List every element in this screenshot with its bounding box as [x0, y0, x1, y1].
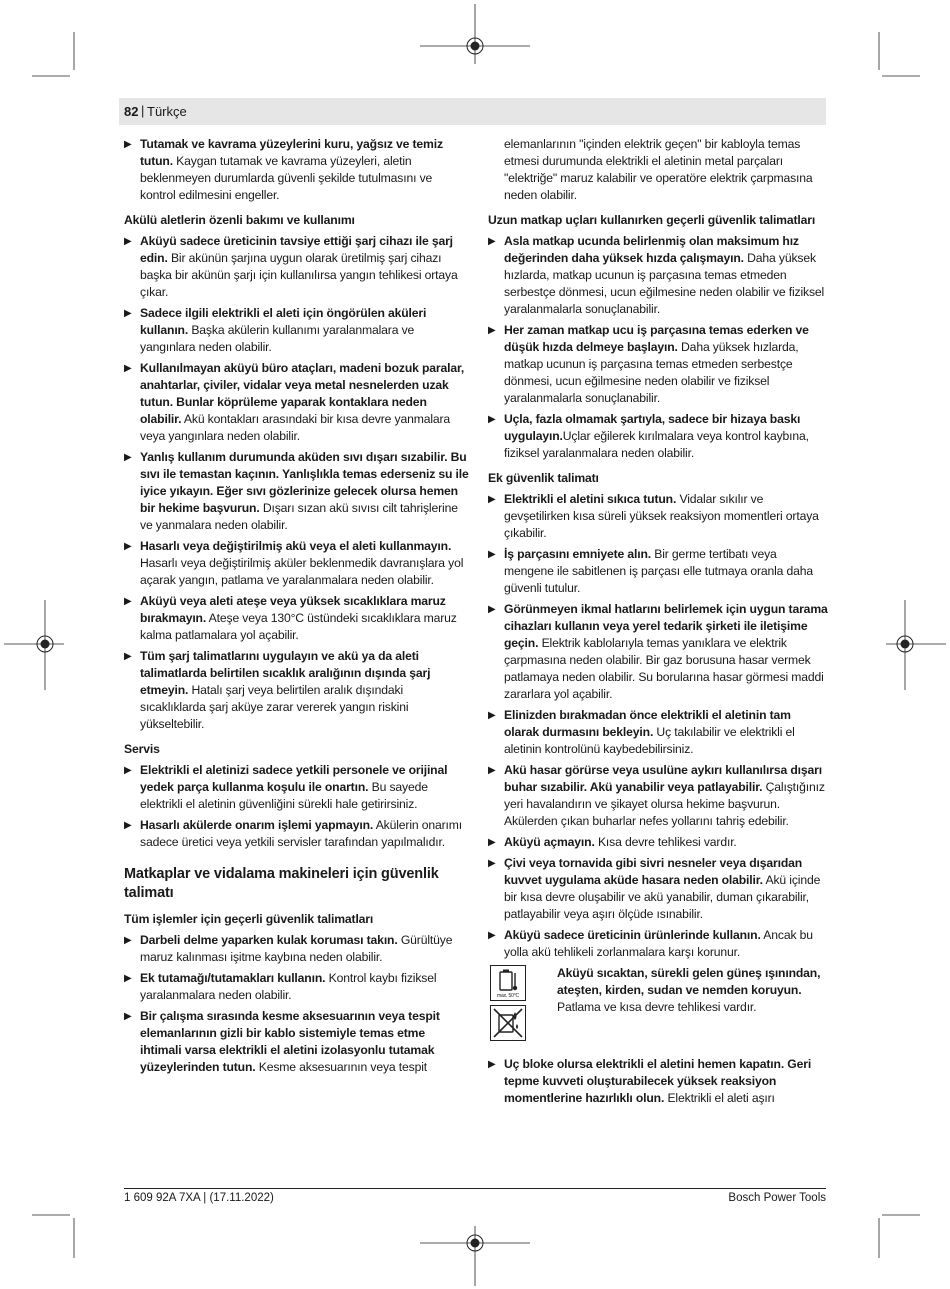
header-band: [119, 98, 826, 125]
list-item: ▶ Uç bloke olursa elektrikli el aletini hemen kapatın. Geri tepme kuvveti oluşturabilecek yüksek reaksiyon momentlerine hazırlıklı olun. Elektrikli el aleti aşırı: [488, 1057, 812, 1105]
header-separator: |: [141, 103, 145, 118]
bullet-arrow-icon: ▶: [488, 414, 496, 425]
list-item: ▶ Yanlış kullanım durumunda aküden sıvı dışarı sızabilir. Bu sıvı ile temastan kaçının. Yanlışlıkla temas ederseniz su ile iyice yıkayın. Eğer sıvı gözlerinize gelecek olursa hemen bir hekime başvurun. Dışarı sızan akü sıvısı cilt tahrişlerine ve yanmalara neden olabilir.: [124, 450, 469, 532]
list-item: ▶ Çivi veya tornavida gibi sivri nesneler veya dışarıdan kuvvet uygulama aküde hasara neden olabilir. Akü içinde bir kısa devre oluşabilir ve akü yanabilir, duman çıkarabilir, patlayabilir veya aşırı ölçüde ısınabilir.: [488, 856, 821, 921]
bullet-arrow-icon: ▶: [124, 820, 132, 831]
subheading: Tüm işlemler için geçerli güvenlik talimatları: [124, 912, 374, 926]
list-item: ▶ Bir çalışma sırasında kesme aksesuarının veya tespit elemanlarının gizli bir kablo sistemiyle temas etme ihtimali varsa elektrikli el aletini izolasyonlu tutamak yüzeylerinden tutun. Kesme aksesuarının veya tespit: [124, 1009, 440, 1074]
bullet-arrow-icon: ▶: [488, 765, 496, 776]
bullet-arrow-icon: ▶: [124, 452, 132, 463]
bullet-arrow-icon: ▶: [488, 494, 496, 505]
list-item-continued: elemanlarının "içinden elektrik geçen" bir kabloyla temas etmesi durumunda elektrikli el aletinin metal parçaları "elektriğe" maruz kalabilir ve operatöre elektrik çarpmasına neden olabilir.: [504, 137, 813, 202]
subheading: Akülü aletlerin özenli bakımı ve kullanımı: [124, 213, 355, 227]
bullet-arrow-icon: ▶: [124, 973, 132, 984]
list-item: ▶ Uçla, fazla olmamak şartıyla, sadece bir hizaya baskı uygulayın.Uçlar eğilerek kırılmalara veya kontrol kaybına, fiziksel yaralanmalara neden olabilir.: [488, 412, 809, 460]
subheading: Servis: [124, 742, 160, 756]
list-item: ▶ Darbeli delme yaparken kulak koruması takın. Gürültüye maruz kalınması işitme kaybına neden olabilir.: [124, 933, 453, 964]
footer-rule: [124, 1188, 826, 1189]
list-item: ▶ Aküyü sadece üreticinin tavsiye ettiği şarj cihazı ile şarj edin. Bir akünün şarjına uygun olarak üretilmiş şarj cihazı başka bir akünün şarjı için kullanılırsa yangın tehlikesi ortaya çıkar.: [124, 234, 458, 299]
battery-warning-text: Aküyü sıcaktan, sürekli gelen güneş ışınından, ateşten, kirden, sudan ve nemden koruyun. Patlama ve kısa devre tehlikesi vardır.: [557, 966, 821, 1014]
left-column: [124, 136, 469, 1080]
list-item: ▶ Aküyü sadece üreticinin ürünlerinde kullanın. Ancak bu yolla akü tehlikeli zorlanmalara karşı korunur.: [488, 928, 813, 959]
right-column: [488, 136, 829, 1111]
bullet-arrow-icon: ▶: [124, 363, 132, 374]
bullet-arrow-icon: ▶: [488, 930, 496, 941]
header-language: Türkçe: [147, 104, 187, 119]
bullet-arrow-icon: ▶: [124, 1011, 132, 1022]
bullet-arrow-icon: ▶: [124, 236, 132, 247]
bullet-arrow-icon: ▶: [488, 549, 496, 560]
footer-doc-number: 1 609 92A 7XA | (17.11.2022): [124, 1192, 274, 1204]
list-item: ▶ Tutamak ve kavrama yüzeylerini kuru, yağsız ve temiz tutun. Kaygan tutamak ve kavrama yüzeyleri, aletin beklenmeyen durumlarda güvenli şekilde tutulmasını ve kontrol edilmesini engeller.: [124, 137, 443, 202]
bullet-arrow-icon: ▶: [488, 1059, 496, 1070]
battery-no-water-icon: [490, 1005, 526, 1041]
bullet-arrow-icon: ▶: [488, 710, 496, 721]
list-item: ▶ Elinizden bırakmadan önce elektrikli el aletinin tam olarak durmasını bekleyin. Uç takılabilir ve elektrikli el aletinin kontrolünü kaybedebilirsiniz.: [488, 708, 795, 756]
page-number: 82: [124, 104, 139, 119]
list-item: ▶ Tüm şarj talimatlarını uygulayın ve akü ya da aleti talimatlarda belirtilen sıcaklık aralığının dışında şarj etmeyin. Hatalı şarj veya belirtilen aralık dışındaki sıcaklıklarda şarj aküye zarar vererek yangın riskini yükseltebilir.: [124, 649, 431, 731]
list-item: ▶ Aküyü veya aleti ateşe veya yüksek sıcaklıklara maruz bırakmayın. Ateşe veya 130°C üstündeki sıcaklıklara maruz kalma patlamalara yol açabilir.: [124, 594, 457, 642]
bullet-arrow-icon: ▶: [488, 837, 496, 848]
bullet-arrow-icon: ▶: [124, 308, 132, 319]
list-item: ▶ Sadece ilgili elektrikli el aleti için öngörülen aküleri kullanın. Başka akülerin kullanımı yaralanmalara ve yangınlara neden olabilir.: [124, 306, 427, 354]
list-item: ▶ Elektrikli el aletini sıkıca tutun. Vidalar sıkılır ve gevşetilirken kısa süreli yüksek reaksiyon momentleri ortaya çıkabilir.: [488, 492, 819, 540]
bullet-arrow-icon: ▶: [124, 596, 132, 607]
section-title: Matkaplar ve vidalama makineleri için güvenlik talimatı: [124, 866, 439, 901]
list-item: ▶ İş parçasını emniyete alın. Bir germe tertibatı veya mengene ile sabitlenen iş parçası elle tutmaya oranla daha güvenli tutulur.: [488, 547, 814, 595]
subheading: Uzun matkap uçları kullanırken geçerli güvenlik talimatları: [488, 213, 816, 227]
list-item: ▶ Her zaman matkap ucu iş parçasına temas ederken ve düşük hızda delmeye başlayın. Daha yüksek hızlarda, matkap ucunun iş parçasına temas etmeden serbestçe dönmesi, ucun eğilmesine neden olabilir ve fiziksel yaralanmalarla sonuçlanabilir.: [488, 323, 809, 405]
list-item: ▶ Asla matkap ucunda belirlenmiş olan maksimum hız değerinden daha yüksek hızda çalışmayın. Daha yüksek hızlarda, matkap ucunun iş parçasına temas etmeden serbestçe dönmesi, ucun eğilmesine neden olabilir ve fiziksel yaralanmalarla sonuçlanabilir.: [488, 234, 825, 316]
battery-warning-block: [488, 965, 829, 1050]
max-temp-label: max. 50°C: [496, 993, 520, 999]
footer-brand: Bosch Power Tools: [728, 1192, 826, 1204]
list-item: ▶ Hasarlı akülerde onarım işlemi yapmayın. Akülerin onarımı sadece üretici veya yetkili servisler tarafından yapılmalıdır.: [124, 818, 463, 849]
bullet-arrow-icon: ▶: [488, 325, 496, 336]
list-item: ▶ Ek tutamağı/tutamakları kullanın. Kontrol kaybı fiziksel yaralanmalara neden olabilir.: [124, 971, 437, 1002]
bullet-arrow-icon: ▶: [488, 604, 496, 615]
bullet-arrow-icon: ▶: [124, 651, 132, 662]
list-item: ▶ Görünmeyen ikmal hatlarını belirlemek için uygun tarama cihazları kullanın veya yerel tedarik şirketi ile iletişime geçin. Elektrik kablolarıyla temas yanıklara ve elektrik çarpmasına neden olabilir. Bir gaz borusuna hasar vermek patlamaya neden olabilir. Su borularına hasar görmesi maddi zararlara yol açabilir.: [488, 602, 828, 701]
bullet-arrow-icon: ▶: [124, 541, 132, 552]
list-item: ▶ Kullanılmayan aküyü büro ataçları, madeni bozuk paralar, anahtarlar, çiviler, vidalar veya metal nesnelerden uzak tutun. Bunlar köprüleme yaparak kontaklara neden olabilir. Akü kontakları arasındaki bir kısa devre yanmalara veya yangınlara neden olabilir.: [124, 361, 465, 443]
bullet-arrow-icon: ▶: [488, 236, 496, 247]
list-item: ▶ Hasarlı veya değiştirilmiş akü veya el aleti kullanmayın. Hasarlı veya değiştirilmiş aküler beklenmedik davranışlara yol açarak yangın, patlama ve yaralanmalara neden olabilir.: [124, 539, 464, 587]
bullet-arrow-icon: ▶: [124, 139, 132, 150]
bullet-arrow-icon: ▶: [488, 858, 496, 869]
bullet-arrow-icon: ▶: [124, 765, 132, 776]
bullet-arrow-icon: ▶: [124, 935, 132, 946]
list-item: ▶ Aküyü açmayın. Kısa devre tehlikesi vardır.: [488, 835, 737, 849]
battery-temperature-icon: [490, 965, 526, 1001]
list-item: ▶ Akü hasar görürse veya usulüne aykırı kullanılırsa dışarı buhar sızabilir. Akü yanabilir veya patlayabilir. Çalıştığınız yeri havalandırın ve şikayet olursa hekime başvurun. Akülerden çıkan buharlar nefes yollarını tahriş edebilir.: [488, 763, 825, 828]
list-item: ▶ Elektrikli el aletinizi sadece yetkili personele ve orijinal yedek parça kullanma koşulu ile onartın. Bu sayede elektrikli el aletinin güvenliğini sürekli hale getirirsiniz.: [124, 763, 448, 811]
subheading: Ek güvenlik talimatı: [488, 471, 599, 485]
